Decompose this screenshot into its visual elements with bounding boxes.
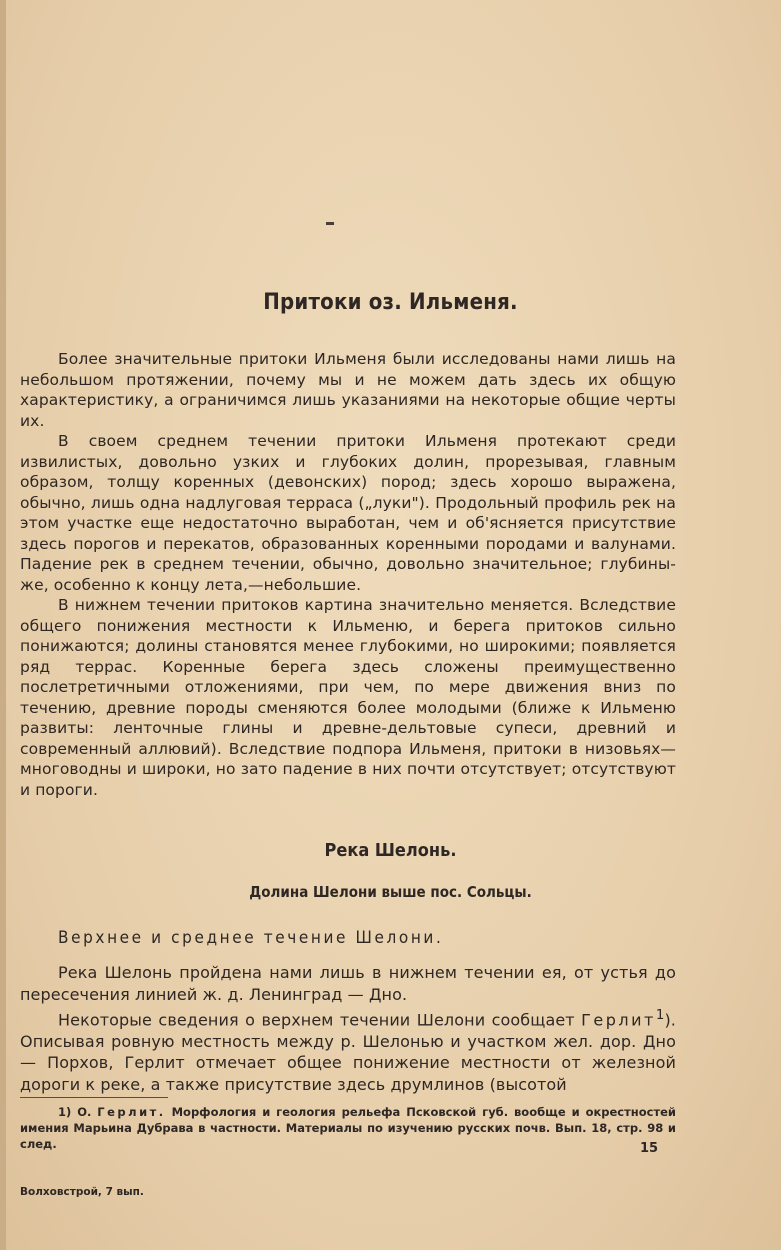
paragraph: Более значительные притоки Ильменя были исследованы нами лишь на небольшом протяжении, почему мы и не можем дать здесь их общую характеристику, а ограничимся лишь указаниями на некоторые общие черты их. <box>20 350 676 430</box>
course-subheading: Верхнее и среднее течение Шелони. <box>58 928 444 948</box>
paragraph-start: Некоторые сведения о верхнем течении Шелони сообщает <box>58 1010 575 1030</box>
author-name: Герлит <box>581 1010 656 1030</box>
paragraph: В своем среднем течении притоки Ильменя протекают среди извилистых, довольно узких и глубоких долин, прорезывая, главным образом, толщу коренных (девонских) пород; здесь хорошо выражена, обычно, лишь одна надлуговая терраса („луки"). Продольный профиль рек на этом участке еще недостаточно выработан, чем и об'ясняется присутствие здесь порогов и перекатов, образованных коренными породами и валунами. Падение рек в среднем течении, обычно, довольно значительное; глубины-же, особенно к концу лета,—небольшие. <box>20 432 676 594</box>
river-heading: Река Шелонь. <box>324 840 457 861</box>
header-mark <box>326 222 334 225</box>
footnote-text <box>20 1104 676 1152</box>
paragraph: Река Шелонь пройдена нами лишь в нижнем течении ея, от устья до пересечения линией ж. д. Ленинград — Дно. <box>20 963 676 1004</box>
paragraph <box>20 1005 676 1095</box>
publisher-line: Волховстрой, 7 вып. <box>20 1186 144 1198</box>
footnote <box>20 1104 676 1152</box>
footnote-reference: 1 <box>655 1008 665 1023</box>
valley-subheading: Долина Шелони выше пос. Сольцы. <box>249 883 532 901</box>
footnote-marker: 1) О. <box>58 1105 92 1119</box>
footnote-divider <box>20 1097 168 1098</box>
paragraph: В нижнем течении притоков картина значительно меняется. Вследствие общего понижения местности к Ильменю, и берега притоков сильно понижаются; долины становятся менее глубокими, но широкими; появляется ряд террас. Коренные берега здесь сложены преимущественно послетретичными отложениями, при чем, по мере движения вниз по течению, древние породы сменяются более молодыми (ближе к Ильменю развиты: ленточные глины и древне-дельтовые супеси, древний и современный аллювий). Вследствие подпора Ильменя, притоки в низовьях—многоводны и широки, но зато падение в них почти отсутствует; отсутствуют и пороги. <box>20 596 676 799</box>
page-title: Притоки оз. Ильменя. <box>263 290 518 315</box>
shelon-section <box>20 962 676 1095</box>
footnote-body: Морфология и геология рельефа Псковской губ. вообще и окрестностей имения Марьина Дубрава в частности. Материалы по изучению русских почв. Вып. 18, стр. 98 и след. <box>20 1105 676 1151</box>
intro-section <box>20 349 676 800</box>
page-number: 15 <box>640 1141 659 1156</box>
footnote-author: Герлит. <box>97 1105 166 1119</box>
paragraph-rest: ). Описывая ровную местность между р. Шелонью и участком жел. дор. Дно — Порхов, Герлит отмечает общее понижение местности от железной дороги к реке, а также присутствие здесь друмлинов (высотой <box>20 1010 676 1094</box>
